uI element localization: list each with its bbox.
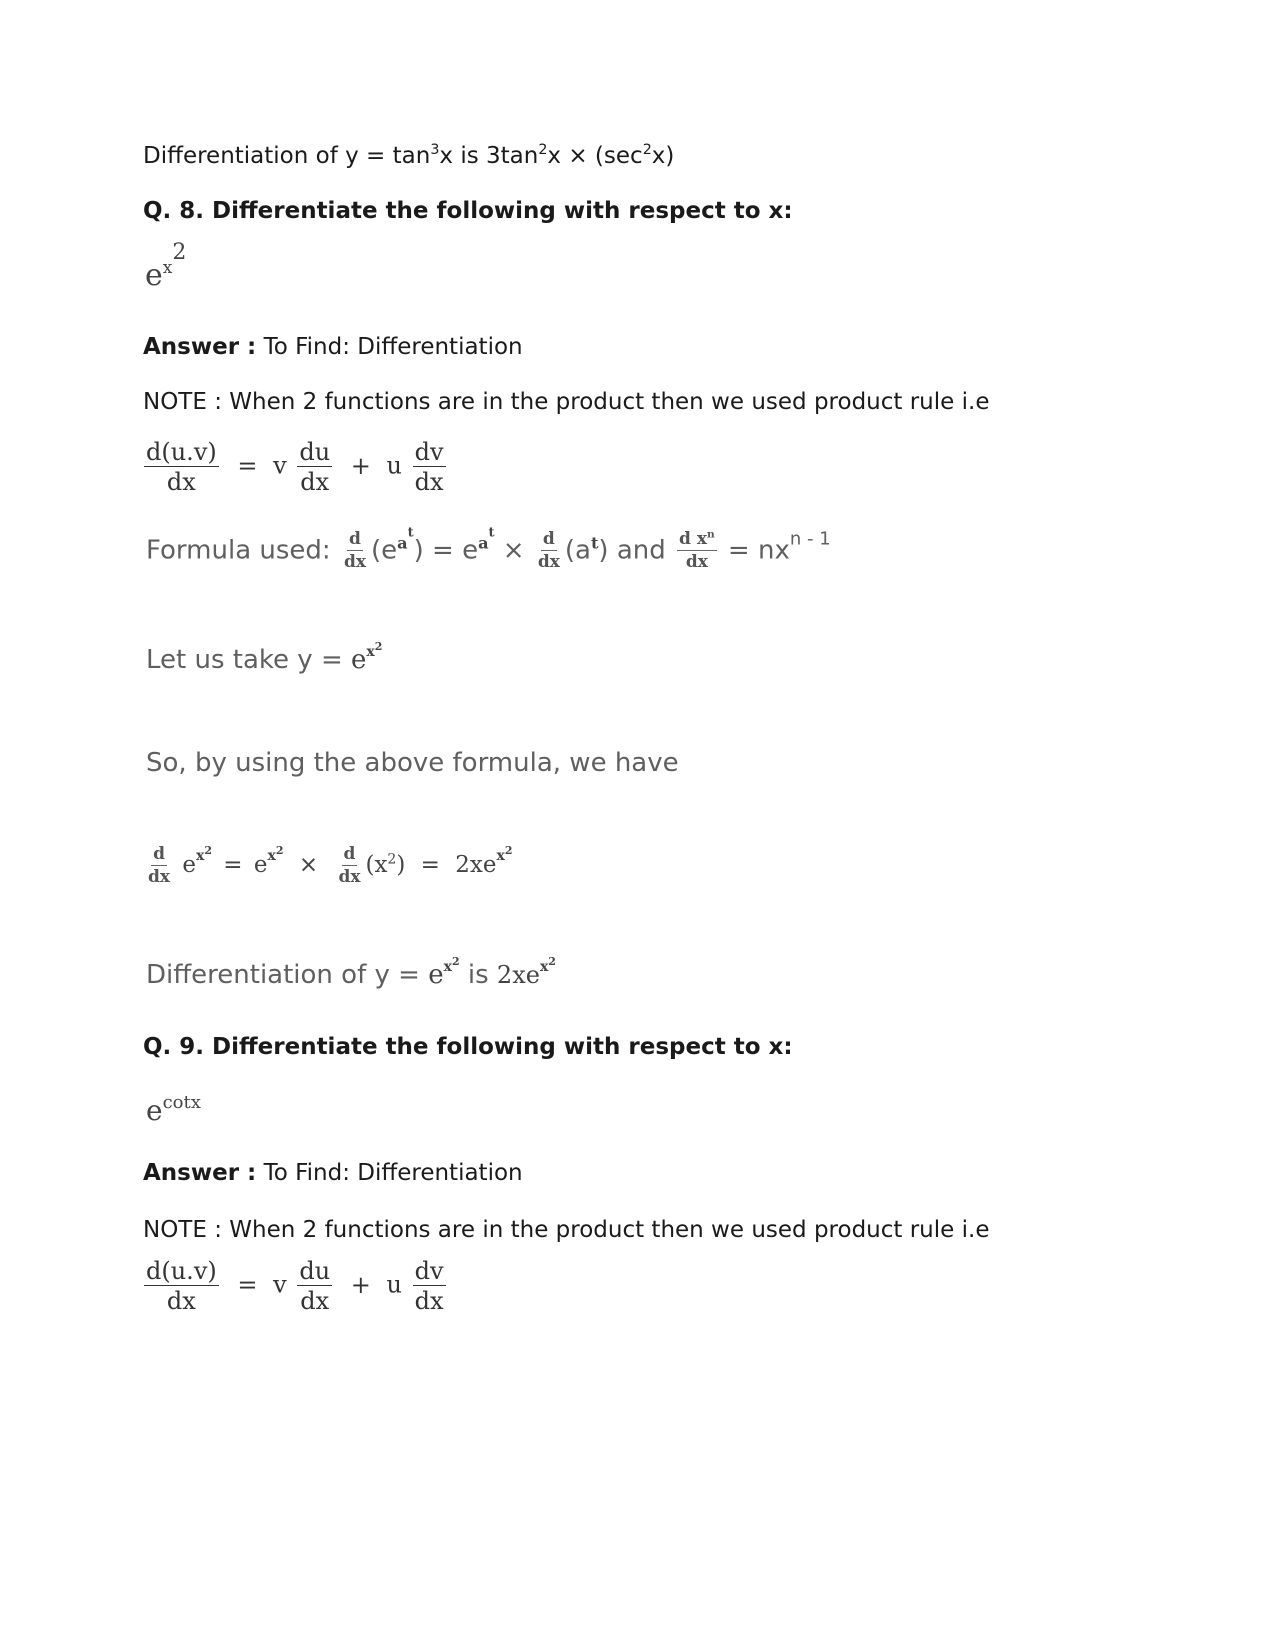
superscript: cotx <box>162 1092 201 1113</box>
answer-text: To Find: Differentiation <box>256 334 523 360</box>
base: e <box>145 258 163 293</box>
variable: u <box>386 1270 403 1299</box>
q8-note: NOTE : When 2 functions are in the product then we used product rule i.e <box>143 389 990 415</box>
fraction: $\frac{d(u.v)}{dx}$ <box>146 1257 217 1315</box>
fraction: $\frac{d x^n}{dx}$ <box>679 528 715 572</box>
superscript: 2 <box>172 240 187 265</box>
variable: u <box>386 451 403 480</box>
fraction: $\frac{d}{dx}$ <box>537 529 560 572</box>
q9-title: Q. 9. Differentiate the following with respect to x: <box>143 1034 793 1060</box>
answer-label: Answer : <box>143 1160 257 1186</box>
text: x × (sec <box>547 143 643 169</box>
superscript: x <box>162 258 173 278</box>
q9-answer <box>143 1160 523 1186</box>
fraction: $\frac{dv}{dx}$ <box>414 1257 444 1315</box>
fraction: $\frac{d(u.v)}{dx}$ <box>146 438 217 496</box>
answer-label: Answer : <box>143 334 257 360</box>
q8-step: $\frac{d}{dx}$ $e^{x2} = e^{x2}$ × $\frac{d}{dx}$ $(x^2) = 2xe^{x2}$ <box>148 844 513 887</box>
base: e <box>146 1094 163 1127</box>
q9-expression <box>146 1094 201 1127</box>
answer-text: To Find: Differentiation <box>256 1160 523 1186</box>
q8-formula: Formula used: $\frac{d}{dx}$ $(e^{at}) = e^{at}$ × $\frac{d}{dx}$ $(a^t)$ and $\frac{d x^n}{dx}$ = $nx^{n - 1}$ <box>146 525 831 572</box>
fraction: $\frac{d}{dx}$ <box>148 844 171 887</box>
q8-product-rule <box>141 440 449 494</box>
superscript: 2 <box>538 142 548 159</box>
fraction: $\frac{dv}{dx}$ <box>414 438 444 496</box>
fraction: $\frac{du}{dx}$ <box>299 1257 331 1315</box>
q8-result: Differentiation of $y = e^{x2}$ is $2xe^{x2}$ <box>146 955 556 990</box>
q8-title: Q. 8. Differentiate the following with respect to x: <box>143 198 793 224</box>
plus-sign: + <box>350 451 371 480</box>
variable: v <box>273 1270 287 1299</box>
q8-let: Let us take $y = e^{x2}$ <box>146 640 383 675</box>
superscript: 2 <box>642 142 652 159</box>
q8-expression <box>145 240 187 293</box>
text: x is 3tan <box>439 143 539 169</box>
superscript: 3 <box>430 142 440 159</box>
variable: v <box>273 451 287 480</box>
q8-answer <box>143 334 523 360</box>
fraction: $\frac{du}{dx}$ <box>299 438 331 496</box>
q9-product-rule <box>141 1259 449 1313</box>
formula-label: Formula used: <box>146 535 339 566</box>
q8-so: So, by using the above formula, we have <box>146 748 679 778</box>
q7-result-line <box>143 143 674 169</box>
equals-sign: = <box>237 451 258 480</box>
q9-note: NOTE : When 2 functions are in the product then we used product rule i.e <box>143 1217 990 1243</box>
equals-sign: = <box>237 1270 258 1299</box>
plus-sign: + <box>350 1270 371 1299</box>
fraction: $\frac{d}{dx}$ <box>343 529 366 572</box>
text: x) <box>651 143 675 169</box>
fraction: $\frac{d}{dx}$ <box>338 844 361 887</box>
text: Differentiation of y = tan <box>143 143 431 169</box>
